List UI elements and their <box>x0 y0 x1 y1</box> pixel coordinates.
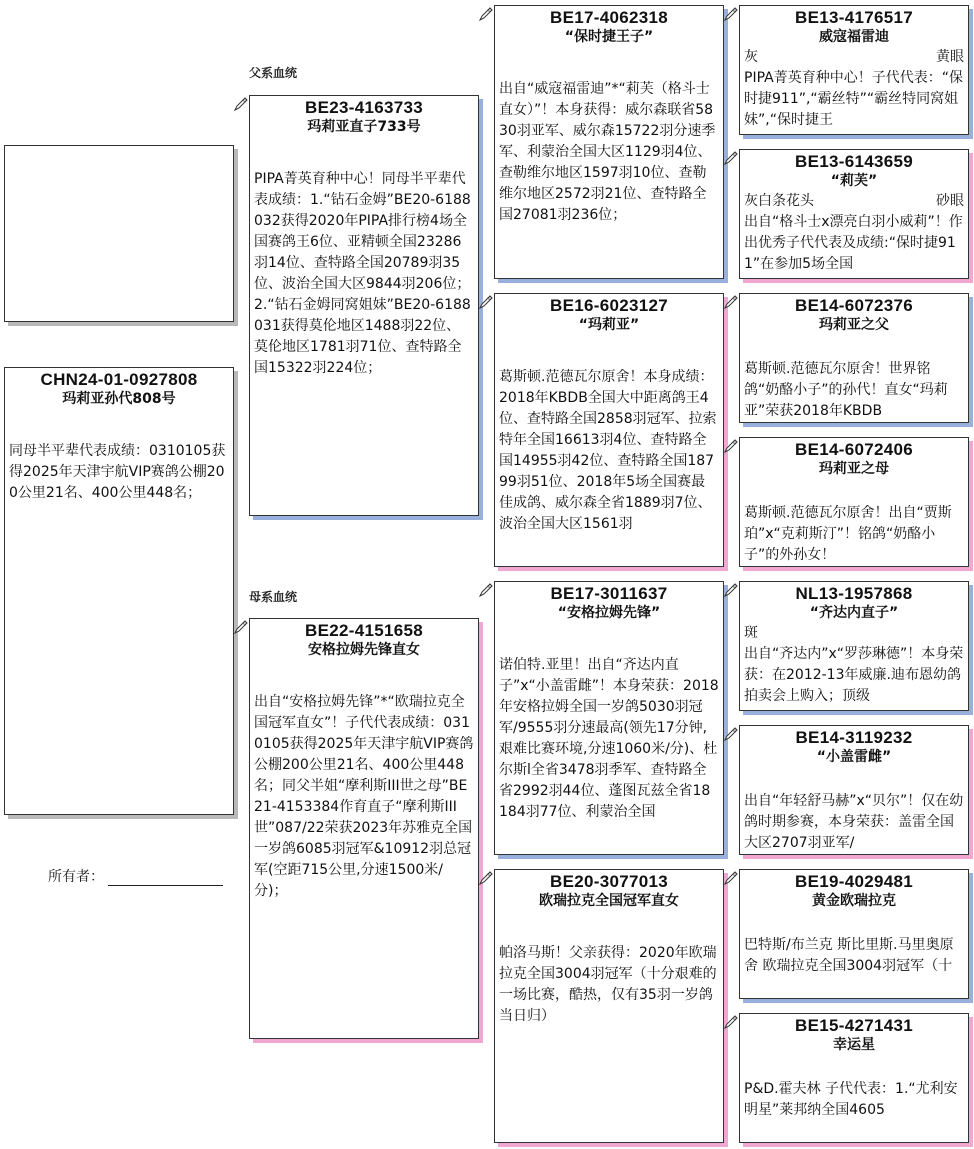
sss-card[interactable] <box>739 5 969 135</box>
dds-name: 黄金欧瑞拉克 <box>812 893 896 909</box>
subject-name: 玛莉亚孙代808号 <box>62 391 176 407</box>
dam-notes: 出自“安格拉姆先锋”*“欧瑞拉克全国冠军直女”！子代代表成绩：0310105获得2025年天津宇航VIP赛鸽公棚200公里21名、400公里448名；同父半姐“摩利斯III世之母”BE21-4153384作育直子“摩利斯III世”087/22荣获2023年苏雅克全国一岁鸽6085羽冠军&10912羽总冠军(空距715公里,分速1500米/分)； <box>254 694 474 899</box>
sds-card[interactable] <box>739 293 969 423</box>
dss-notes: 出自“齐达内”x“罗莎琳德”！本身荣获：在2012-13年威廉.迪布恩幼鸽拍卖会上购入；顶级 <box>744 646 964 704</box>
dam-dam-card[interactable] <box>494 869 724 1143</box>
edit-pencil-icon[interactable] <box>723 583 738 598</box>
sss-color-eye-row <box>740 47 968 68</box>
dam-dam-notes: 帕洛马斯！父亲获得：2020年欧瑞拉克全国3004羽冠军（十分艰难的一场比赛，酷热，仅有35羽一岁鸽当日归） <box>499 945 717 1024</box>
edit-pencil-icon[interactable] <box>478 295 493 310</box>
dsd-ring: BE14-3119232 <box>795 728 913 747</box>
ssd-color-eye-row <box>740 191 968 212</box>
sire-sire-card[interactable] <box>494 5 724 279</box>
owner-blank-line[interactable] <box>108 871 223 886</box>
sdd-notes: 葛斯顿.范德瓦尔原舍！出自“贾斯珀”x“克莉斯汀”！铭鸽“奶酪小子”的外孙女！ <box>744 505 952 563</box>
ssd-card[interactable] <box>739 149 969 279</box>
dam-name: 安格拉姆先锋直女 <box>308 642 420 658</box>
sds-ring: BE14-6072376 <box>795 296 913 315</box>
sdd-card[interactable] <box>739 437 969 567</box>
sds-notes: 葛斯顿.范德瓦尔原舍！世界铭鸽“奶酪小子”的孙代！直女“玛莉亚”荣获2018年KBDB <box>744 361 948 419</box>
sire-sire-ring: BE17-4062318 <box>550 8 668 27</box>
sire-sire-name: “保时捷王子” <box>564 29 654 45</box>
sire-dam-card[interactable] <box>494 293 724 567</box>
dam-sire-notes: 诺伯特.亚里！出自“齐达内直子”x“小盖雷雌”！本身荣获：2018年安格拉姆全国一岁鸽5030羽冠军/9555羽分速最高(领先17分钟,艰难比赛环境,分速1060米/分)、杜尔斯l全省3478羽季军、查特路全省2992羽44位、蓬图瓦兹全省18184羽77位、利蒙治全国 <box>499 657 719 820</box>
sire-card[interactable] <box>249 95 479 516</box>
edit-pencil-icon[interactable] <box>478 583 493 598</box>
dds-ring: BE19-4029481 <box>795 872 913 891</box>
ddd-name: 幸运星 <box>833 1037 875 1053</box>
sire-dam-ring: BE16-6023127 <box>550 296 668 315</box>
owner-label: 所有者： <box>48 869 104 885</box>
edit-pencil-icon[interactable] <box>233 97 248 112</box>
edit-pencil-icon[interactable] <box>478 7 493 22</box>
sire-sire-notes: 出自“威寇福雷迪”*“莉芙（格斗士直女）”！本身获得：威尔森联省5830羽亚军、威尔森15722羽分速季军、利蒙治全国大区1129羽4位、查勒维尔地区1597羽10位、查勒维尔地区2572羽21位、查特路全国27081羽236位； <box>499 81 716 223</box>
dss-ring: NL13-1957868 <box>795 584 913 603</box>
dam-sire-ring: BE17-3011637 <box>550 584 668 603</box>
dam-sire-card[interactable] <box>494 581 724 855</box>
sire-dam-name: “玛莉亚” <box>578 317 640 333</box>
sds-name: 玛莉亚之父 <box>819 317 889 333</box>
edit-pencil-icon[interactable] <box>478 871 493 886</box>
dam-dam-name: 欧瑞拉克全国冠军直女 <box>539 893 679 909</box>
edit-pencil-icon[interactable] <box>723 7 738 22</box>
sdd-name: 玛莉亚之母 <box>819 461 889 477</box>
edit-pencil-icon[interactable] <box>723 871 738 886</box>
ddd-ring: BE15-4271431 <box>795 1016 913 1035</box>
dsd-notes: 出自“年轻舒马赫”x“贝尔”！仅在幼鸽时期参赛，本身荣获：盖雷全国大区2707羽亚军/ <box>744 793 964 851</box>
dss-card[interactable] <box>739 581 969 711</box>
sire-ring: BE23-4163733 <box>305 98 423 117</box>
sdd-ring: BE14-6072406 <box>795 440 913 459</box>
dam-dam-ring: BE20-3077013 <box>550 872 668 891</box>
ssd-ring: BE13-6143659 <box>795 152 913 171</box>
edit-pencil-icon[interactable] <box>723 727 738 742</box>
dds-notes: 巴特斯/布兰克 斯比里斯.马里奥原舍 欧瑞拉克全国3004羽冠军（十 <box>744 937 954 974</box>
edit-pencil-icon[interactable] <box>723 151 738 166</box>
dss-color: 斑 <box>744 625 758 641</box>
subject-card[interactable] <box>4 367 234 815</box>
sire-notes: PIPA菁英育种中心！同母半平辈代表成绩：1.“钻石金姆”BE20-6188032获得2020年PIPA排行榜4场全国赛鸽王6位、亚精顿全国23286羽14位、查特路全国20789羽35位、波治全国大区9844羽206位；2.“钻石金姆同窝姐妹”BE20-6188031获得莫伦地区1488羽22位、莫伦地区1781羽71位、查特路全国15322羽224位； <box>254 171 471 376</box>
dds-card[interactable] <box>739 869 969 999</box>
ssd-notes: 出自“格斗士x漂亮白羽小威莉”！作出优秀子代代表及成绩:“保时捷911”在参加5场全国 <box>744 214 963 272</box>
ssd-name: “莉芙” <box>830 173 878 189</box>
subject-ring: CHN24-01-0927808 <box>40 370 198 389</box>
sss-eye: 黄眼 <box>936 49 964 65</box>
dam-sire-name: “安格拉姆先锋” <box>557 605 661 621</box>
sss-name: 威寇福雷迪 <box>819 29 889 45</box>
edit-pencil-icon[interactable] <box>233 620 248 635</box>
sss-notes: PIPA菁英育种中心！子代代表：“保时捷911”,“霸丝特”“霸丝特同窝姐妹”,“保时捷王 <box>744 70 963 128</box>
ssd-color: 灰白条花头 <box>744 193 814 209</box>
ssd-eye: 砂眼 <box>936 193 964 209</box>
sss-color: 灰 <box>744 49 758 65</box>
owner-field <box>48 866 223 886</box>
dam-card[interactable] <box>249 618 479 1039</box>
edit-pencil-icon[interactable] <box>723 1015 738 1030</box>
dam-ring: BE22-4151658 <box>305 621 423 640</box>
edit-pencil-icon[interactable] <box>723 295 738 310</box>
dsd-name: “小盖雷雌” <box>816 749 892 765</box>
subject-notes: 同母半平辈代表成绩：0310105获得2025年天津宇航VIP赛鸽公棚200公里21名、400公里448名； <box>9 443 226 501</box>
sire-name: 玛莉亚直子733号 <box>307 119 421 135</box>
dsd-card[interactable] <box>739 725 969 855</box>
maternal-label: 母系血统 <box>249 590 298 604</box>
ddd-notes: P&D.霍夫林 子代代表：1.“尤利安明星”莱邦纳全国4605 <box>744 1081 958 1118</box>
ddd-card[interactable] <box>739 1013 969 1143</box>
sire-dam-notes: 葛斯顿.范德瓦尔原舍！本身成绩：2018年KBDB全国大中距离鸽王4位、查特路全国2858羽冠军、拉索特年全国16613羽4位、查特路全国14955羽42位、查特路全国18799羽51位、2018年5场全国赛最佳成鸽、威尔森全省1889羽7位、波治全国大区1561羽 <box>499 369 717 532</box>
paternal-label: 父系血统 <box>249 66 298 80</box>
dss-name: “齐达内直子” <box>809 605 899 621</box>
sss-ring: BE13-4176517 <box>795 8 913 27</box>
edit-pencil-icon[interactable] <box>723 439 738 454</box>
photo-placeholder <box>4 145 234 322</box>
